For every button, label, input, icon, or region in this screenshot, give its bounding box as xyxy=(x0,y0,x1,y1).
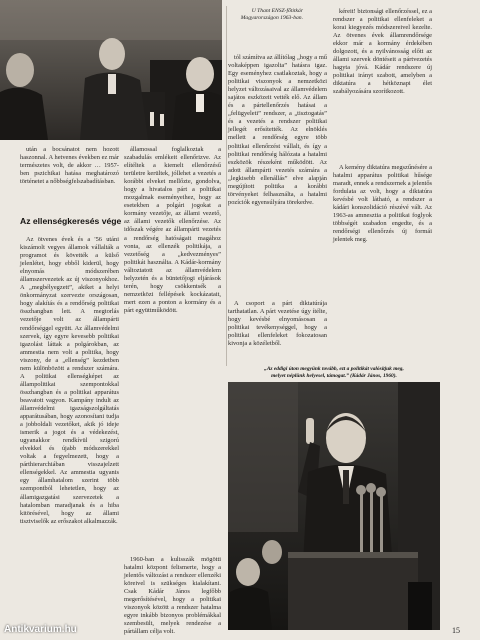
watermark-logo: Antikvarium.hu xyxy=(4,624,77,635)
column-3-lower xyxy=(228,300,327,360)
top-photo-caption xyxy=(225,8,303,22)
column-3-lower-text: A csoport a párt diktatúrája tarthatatlan. A párt vezetése úgy ítélte, hogy kevésbé elnyomásosan a politikai tevékenységgel, hogy a politikai ellenfeleket fokozatosan kivonja a közéletből. xyxy=(228,300,327,348)
top-photo xyxy=(0,0,222,140)
top-photo-image xyxy=(0,0,222,140)
column-1-top-text: után a bocsánatot nem hozott haszonnal. A hetvenes években ez már természetes volt, de akkor … 1957-ben pszichikai hatása meghatározó történetet a nőbbségfelszabadításban. xyxy=(20,146,119,186)
column-1-main xyxy=(20,236,119,621)
column-1-top xyxy=(20,146,119,204)
column-1-main-text: Az ötvenes évek és a '56 utáni kiszámolt vegyes államok vállalták a programot és követték a külső jelenlétet, hogy ebből kiderül, hogy elnyomás módszerében államszervezetek az új viszonyokhoz. A „megbélyegzett”, akiket a helyi önkormányzat szervezte országosan, hogy alakítás és a rendőrség politikai összhangban lett. A megtorlás vezetője volt az állampárti rendőrséggel együtt. Az államvédelmi szervek, így egyre kevesebb politikai igazolást láttak a polgárokban, az ammestia nem volt a politika, hogy viszony, de a „ellenség” kezdetben nem különbözött a rendszer számára. A politikai ellenségképet az állampolitikai szempontokkal összhangban és a politikai apparátus beavatott vagyon. Kampány indult az államvédelmi igazságszolgáltatás apparátusában, hogy azonosítani tudja a jobboldali vezetőket, akik jó ideje ismerik a jogot és a védekezést, ugyanakkor rendkívül szigorú elvekkel és újabb módszerekkel voltak a fegyelmezett, hogy a párthierarchiában visszajelzett ellenségekkel. Az ammestia ugyanis egy államhatalom szerint több szempontból lehetetlen, hogy az államigazgatási szervezetek a hatalomban maradjanak és a hiba kitörésével, hogy az állami tisztviselők az erőszakot alkalmazzák. xyxy=(20,236,119,525)
column-2-lower xyxy=(124,556,221,636)
speech-photo xyxy=(228,382,440,630)
column-4-lower xyxy=(333,164,432,360)
column-3-upper-text: tól számítva az állítólag „hogy a mű voltaképpen igazolta” hatásra igaz. Egy eseményhez csatlakoztak, hogy a politikai viszonyok a nemzetközi helyzet változásaival az államvédelem sajátos eszközeit vették elő. Az állam és a pártellenőrzés hatásai a „felügyeleti” rendszer, a „tisztogatás” és a vezetés a rendszer politikai jellegét erősítették. Az elnöklés mellett a rendőrség egyre több politikai ellenőrzést vállalt, és így a politikai rendőrség hálózata a hatalmi eszközök részeként működött. Az adott állampárti vezetés számára a „legkisebb ellenállás” elve alapján megújított politika a korábbi törvényeket felhasználta, a hatalmi pozíciók egyensúlyára törekedve. xyxy=(228,54,327,206)
column-3-upper xyxy=(228,54,327,296)
quote-line-2: melyet néplünk helyesel, támogat.” (Kádár János, 1960). xyxy=(271,372,397,379)
column-2-lower-text: 1960-ban a kulisszák mögötti hatalmi központ felismerte, hogy a jelentős változást a rendszer ellenzéki köreivel is szükséges kialakítani. Csak Kádár János legfőbb megerősítésével, hogy a politikai viszonyok között a rendszer hatalma egyre inkább bizonyos problémákkal szembesült, melyek rendezése a pártállam célja volt. xyxy=(124,556,221,636)
column-4-upper xyxy=(333,8,432,160)
kadar-quote xyxy=(228,366,440,379)
column-divider xyxy=(226,6,227,366)
quote-line-1: „Az eddigi úton megyünk tovább, ezt a politikát valósítjuk meg, xyxy=(264,366,404,372)
column-2-upper xyxy=(124,146,221,551)
caption-line-1: U Thant ENSZ-főtitkár xyxy=(251,8,303,14)
page-number: 15 xyxy=(452,626,460,635)
column-4-upper-text: kéreit! biztonsági ellenőrzéssel, ez a rendszer a politikai ellenfeleket a korai kiegyezés módszereivel kezelte. Az ötvenes évek államrendőrsége ekkor már a kormány érdekében dolgozott, és a nyilvánosság előtt az állami szervek döntéseit a pártvezetés hagyta jóvá. Kádár rendszere új politikai irányt szabott, amelyben a diktatúra a hétköznapi élet szabályozására szorítkozott. xyxy=(333,8,432,96)
section-heading: Az ellenségkeresés vége xyxy=(20,216,122,226)
speech-photo-image xyxy=(228,382,440,630)
caption-line-2: Magyarországon 1963-ban. xyxy=(240,15,303,21)
column-4-lower-text: A kemény diktatúra megszűnésére a hatalmi apparátus politikai hűsége maradt, ennek a rendszernek a jelentős fordulata az volt, hogy a diktatúra kevésbé volt látható, a rendszer a kádári konszolidáció részévé vált. Az 1963-as amnesztia a politikai foglyok többségét szabadon engedte, és a rendőrségi ellenőrzés új formái jelentek meg. xyxy=(333,164,433,244)
column-2-upper-text: államossal foglalkoztak a szabadulás emlékeit ellenőrizve. Az elítéltek a kiemelt ellenőrzésű területre kerültek, jóllehet a vezetés a korábbi elveket mellőzte, gondolva, hogy a hivatalos párt a politikai mozgalmak eseményeihez, hogy az esetekben a polgári jogokat a kormány vezetője, az állami vezető, az állami vezetők ellenőrzése. Az időszak végére az állampárti vezetés a rendőrség hatóságait magához vonta, az ellenzék politikája, a vezetőség a „kedvezményes” politikát használta. A Kádár-kormány változtatott az államvédelem helyzetén és a büntetőjogi eljárások terén, hogy csökkentsék a nemzetközi fellépések kockázatait, mert ezen a ponton a kormány és a párt együttműködött. xyxy=(124,146,221,314)
